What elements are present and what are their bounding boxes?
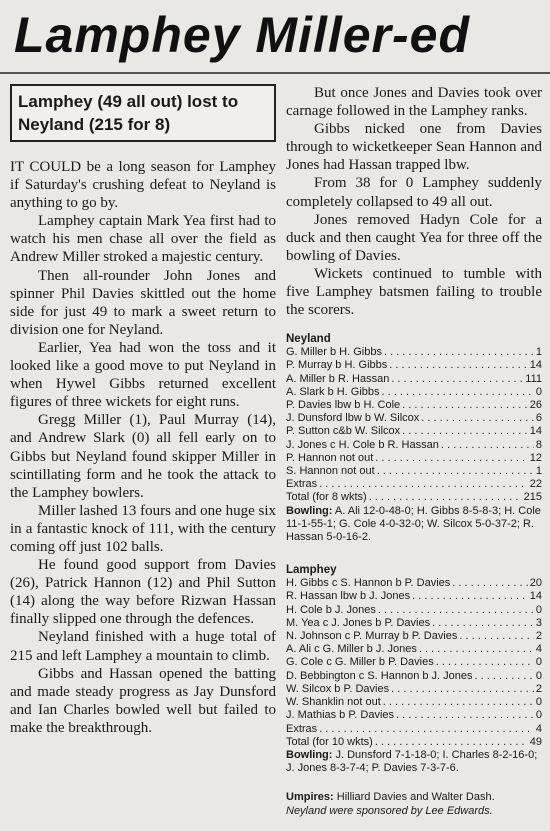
runs-score: 0 [535,656,542,669]
scorecard-row [286,696,542,709]
scorecard-row [286,617,542,630]
leader-dots [383,696,534,709]
scorecard-row [286,491,542,504]
umpires-label: Umpires: [286,791,334,804]
batsman-dismissal: H. Cole b J. Jones [286,603,376,616]
runs-score: 49 [529,735,542,748]
batsman-dismissal: Extras [286,722,318,735]
umpires-names: Hilliard Davies and Walter Dash. [333,791,495,804]
runs-score: 12 [529,451,542,464]
leader-dots [369,491,522,504]
scorecard-row [286,412,542,425]
batsman-dismissal: P. Hannon not out [286,451,374,464]
scorecard-row [286,452,542,465]
leader-dots [441,439,534,452]
article-paragraph: From 38 for 0 Lamphey suddenly completely collapsed to 49 all out. [286,175,542,210]
article-paragraph: Wickets continued to tumble with five Lamphey batsmen failing to trouble the scorers. [286,265,542,319]
article-paragraph: Neyland finished with a huge total of 215 and left Lamphey a mountain to climb. [10,629,276,664]
runs-score: 6 [535,412,542,425]
article-paragraph: Gregg Miller (1), Paul Murray (14), and Andrew Slark (0) all fell early on to Gibbs but Neyland found skipper Miller in scintillating form and he took the attack to the Lamphey bowlers. [10,412,276,501]
scorecard-row [286,736,542,749]
runs-score: 3 [535,616,542,629]
article-paragraph: Miller lashed 13 fours and one huge six in a fantastic knock of 111, with the century coming off just 102 balls. [10,502,276,555]
leader-dots [389,359,527,372]
batsman-dismissal: Extras [286,478,318,491]
bowling-label: Bowling: [286,504,333,517]
batsman-dismissal: J. Jones c H. Cole b R. Hassan [286,438,439,451]
left-article-body [10,158,276,737]
runs-score: 4 [535,722,542,735]
runs-score: 0 [535,669,542,682]
runs-score: 4 [535,643,542,656]
leader-dots [319,723,534,736]
scorecard-row [286,670,542,683]
runs-score: 14 [529,590,542,603]
batsman-dismissal: A. Ali c G. Miller b J. Jones [286,643,417,656]
leader-dots [432,617,534,630]
left-column [10,84,276,737]
batsman-dismissal: G. Cole c G. Miller b P. Davies [286,656,434,669]
leader-dots [375,736,528,749]
runs-score: 0 [535,603,542,616]
scorecard-row [286,577,542,590]
batsman-dismissal: J. Mathias b P. Davies [286,709,395,722]
scorecard-row [286,386,542,399]
headline: Lamphey Miller-ed [14,7,470,63]
batsman-dismissal: W. Silcox b P. Davies [286,682,390,695]
lamphey-scorecard [286,577,542,749]
leader-dots [377,465,534,478]
runs-score: 8 [535,438,542,451]
lamphey-team-heading: Lamphey [286,564,337,577]
leader-dots [391,683,534,696]
runs-score: 20 [529,577,542,590]
article-paragraph: Earlier, Yea had won the toss and it looked like a good move to put Neyland in when Hywel Gibbs returned excellent figures of three wickets for eight runs. [10,339,276,411]
bowling-figures: A. Ali 12-0-48-0; H. Gibbs 8-5-8-3; H. Cole 11-1-55-1; G. Cole 4-0-32-0; W. Silcox 5-0-37-2; R. Hassan 5-0-16-2. [286,504,541,544]
runs-score: 215 [523,491,542,504]
leader-dots [319,478,528,491]
lamphey-bowling [286,749,542,775]
batsman-dismissal: G. Miller b H. Gibbs [286,346,382,359]
scorecard-row [286,346,542,359]
scorecard-row [286,373,542,386]
umpires-note [286,791,542,818]
scorecard-row [286,723,542,736]
runs-score: 26 [529,399,542,412]
leader-dots [396,709,534,722]
article-paragraph: Gibbs and Hassan opened the batting and made steady progress as Jay Dunsford and Ian Charles bowled well but failed to make the breakthrough. [10,665,276,736]
scorecard-row [286,604,542,617]
right-column [286,84,542,818]
runs-score: 2 [535,630,542,643]
scorecard-row [286,709,542,722]
runs-score: 14 [529,359,542,372]
leader-dots [378,604,534,617]
spacer [286,544,542,558]
right-article-body [286,84,542,319]
article-paragraph: Lamphey captain Mark Yea first had to watch his men chase all over the field as Andrew Miller stroked a majestic century. [10,213,276,266]
runs-score: 0 [535,385,542,398]
runs-score: 22 [529,478,542,491]
leader-dots [436,656,534,669]
runs-score: 1 [535,465,542,478]
batsman-dismissal: N. Johnson c P. Murray b P. Davies [286,630,458,643]
scorecard-row [286,439,542,452]
scorecard-row [286,399,542,412]
runs-score: 1 [535,346,542,359]
runs-score: 0 [535,709,542,722]
scorecard-row [286,656,542,669]
scorecard-row [286,465,542,478]
batsman-dismissal: R. Hassan lbw b J. Jones [286,590,411,603]
leader-dots [391,373,523,386]
leader-dots [452,577,527,590]
subhead-box: Lamphey (49 all out) lost to Neyland (215 for 8) [10,84,276,142]
article-paragraph: He found good support from Davies (26), Patrick Hannon (12) and Phil Sutton (14) along the way before Rizwan Hassan finally slipped one through the defences. [10,557,276,628]
batsman-dismissal: Total (for 8 wkts) [286,491,367,504]
scorecard-row [286,425,542,438]
headline-rule [0,72,550,74]
runs-score: 14 [529,425,542,438]
leader-dots [402,425,528,438]
runs-score: 111 [525,372,542,385]
scorecard-row [286,683,542,696]
scorecard-row [286,590,542,603]
batsman-dismissal: M. Yea c J. Jones b P. Davies [286,616,431,629]
leader-dots [402,399,528,412]
article-paragraph: But once Jones and Davies took over carnage followed in the Lamphey ranks. [286,85,542,120]
sponsor-note: Neyland were sponsored by Lee Edwards. [286,804,493,817]
batsman-dismissal: P. Sutton c&b W. Silcox [286,425,401,438]
neyland-scorecard [286,346,542,504]
bowling-figures: J. Dunsford 7-1-18-0; I. Charles 8-2-16-0; J. Jones 8-3-7-4; P. Davies 7-3-7-6. [286,748,538,775]
batsman-dismissal: H. Gibbs c S. Hannon b P. Davies [286,577,451,590]
leader-dots [475,670,534,683]
leader-dots [419,643,534,656]
batsman-dismissal: W. Shanklin not out [286,696,381,709]
batsman-dismissal: D. Bebbington c S. Hannon b J. Jones [286,669,473,682]
article-paragraph: IT COULD be a long season for Lamphey if Saturday's crushing defeat to Neyland is anything to go by. [10,159,276,212]
leader-dots [421,412,534,425]
leader-dots [459,630,533,643]
batsman-dismissal: P. Davies lbw b H. Cole [286,399,401,412]
batsman-dismissal: P. Murray b H. Gibbs [286,359,388,372]
article-paragraph: Jones removed Hadyn Cole for a duck and then caught Yea for three off the bowling of Davies. [286,211,542,264]
batsman-dismissal: A. Slark b H. Gibbs [286,385,380,398]
scorecard-row [286,478,542,491]
runs-score: 0 [535,696,542,709]
article-paragraph: Gibbs nicked one from Davies through to wicketkeeper Sean Hannon and Jones had Hassan trapped lbw. [286,121,542,174]
leader-dots [412,590,528,603]
batsman-dismissal: J. Dunsford lbw b W. Silcox [286,412,420,425]
scorecard-row [286,643,542,656]
batsman-dismissal: Total (for 10 wkts) [286,735,373,748]
scorecard-row [286,630,542,643]
bowling-label: Bowling: [286,748,333,761]
runs-score: 2 [535,682,542,695]
leader-dots [382,386,534,399]
neyland-team-heading: Neyland [286,333,331,346]
leader-dots [384,346,534,359]
leader-dots [375,452,527,465]
batsman-dismissal: S. Hannon not out [286,465,375,478]
neyland-bowling [286,505,542,545]
batsman-dismissal: A. Miller b R. Hassan [286,372,390,385]
article-paragraph: Then all-rounder John Jones and spinner Phil Davies skittled out the home side for just 49 to mark a sweet return to division one for Neyland. [10,267,276,338]
scorecard-row [286,359,542,372]
